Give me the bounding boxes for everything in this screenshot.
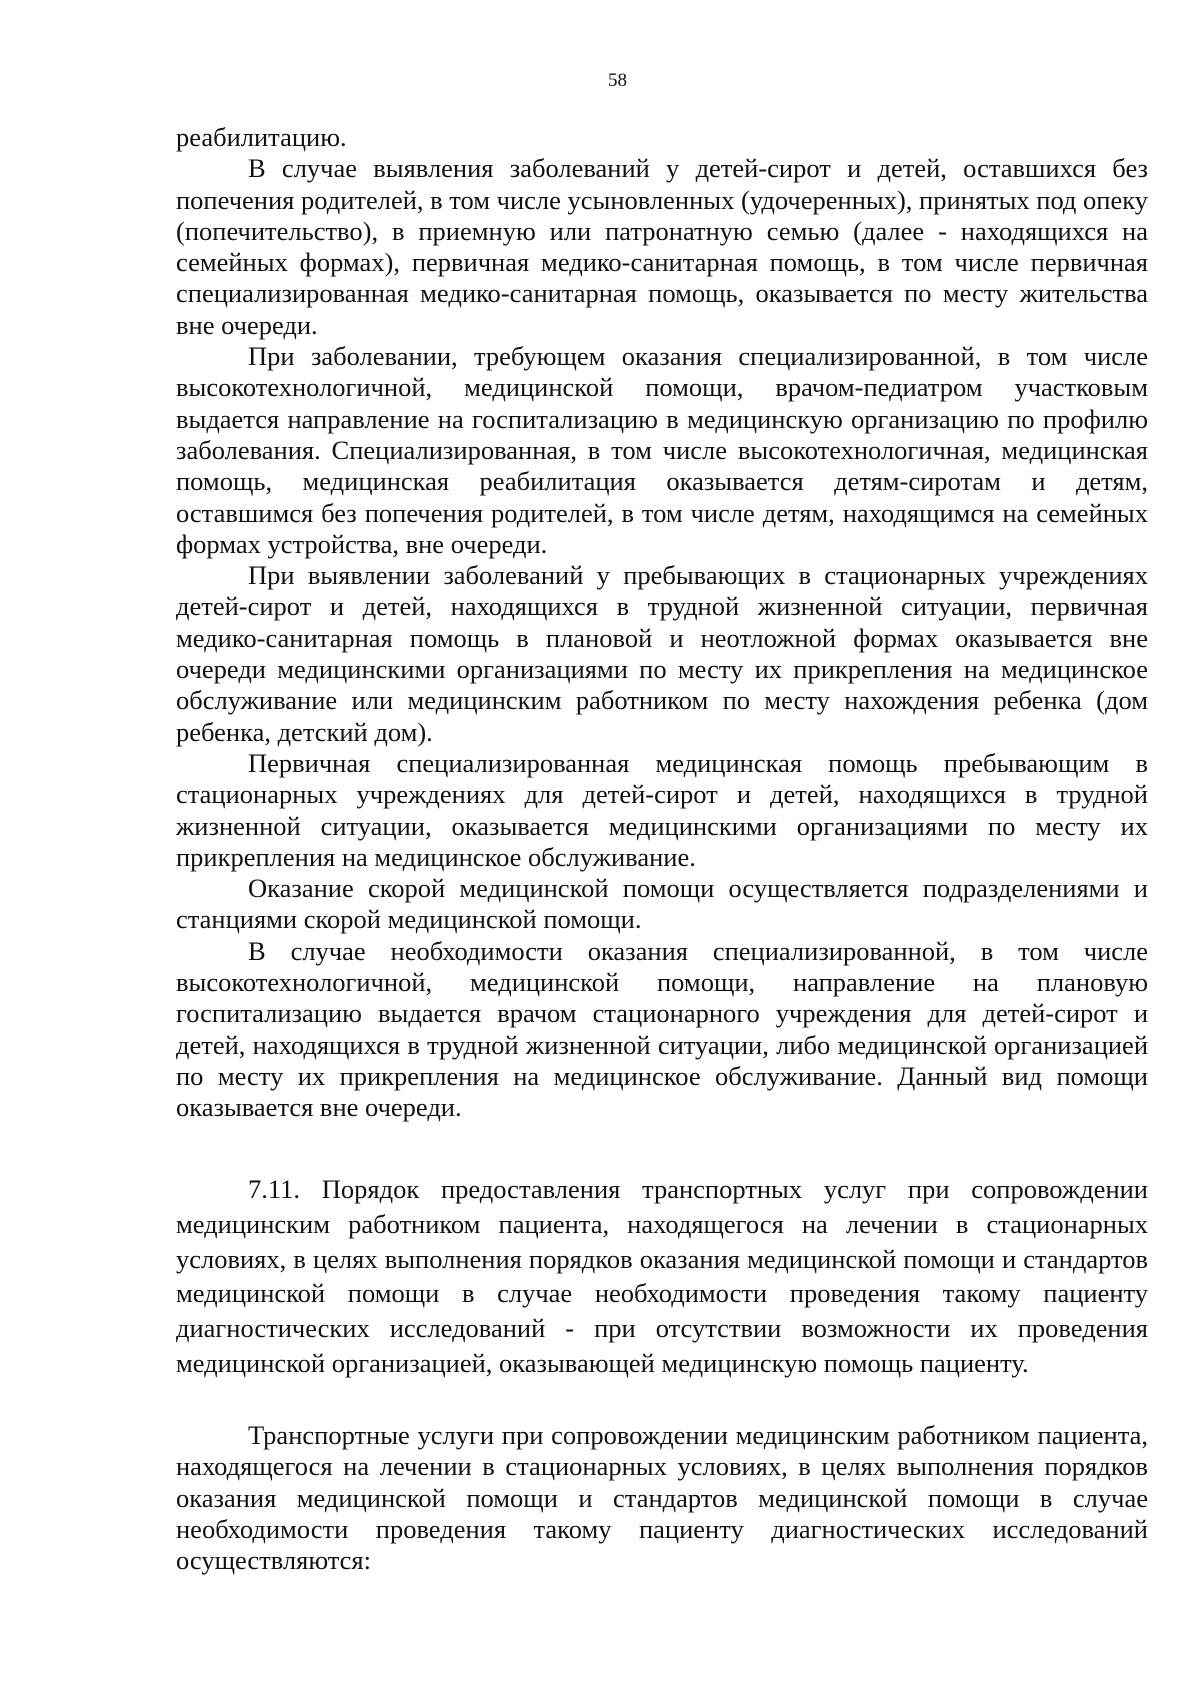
paragraph-institution-children: При выявлении заболеваний у пребывающих в стационарных учреждениях детей-сирот и детей, находящихся в трудной жизненной ситуации, первичная медико-санитарная помощь в плановой и неотложной формах оказывается вне очереди медицинскими организациями по месту их прикрепления на медицинское обслуживание или медицинским работником по месту нахождения ребенка (дом ребенка, детский дом). — [176, 560, 1148, 747]
paragraph-transport-services: Транспортные услуги при сопровождении медицинским работником пациента, находящегося на лечении в стационарных условиях, в целях выполнения порядков оказания медицинской помощи и стандартов медицинской помощи в случае необходимости проведения такому пациенту диагностических исследований осуществляются: — [176, 1420, 1148, 1576]
paragraph-emergency-care: Оказание скорой медицинской помощи осуществляется подразделениями и станциями скорой медицинской помощи. — [176, 873, 1148, 935]
page-number: 58 — [608, 70, 627, 91]
transport-services-block — [176, 1420, 1148, 1576]
paragraph-orphans-family-care: В случае выявления заболеваний у детей-сирот и детей, оставшихся без попечения родителей, в том числе усыновленных (удочеренных), принятых под опеку (попечительство), в приемную или патронатную семью (далее - находящихся на семейных формах), первичная медико-санитарная помощь, в том числе первичная специализированная медико-санитарная помощь, оказывается по месту жительства вне очереди. — [176, 153, 1148, 340]
paragraph-specialized-referral: При заболевании, требующем оказания специализированной, в том числе высокотехнологичной, медицинской помощи, врачом-педиатром участковым выдается направление на госпитализацию в медицинскую организацию по профилю заболевания. Специализированная, в том числе высокотехнологичная, медицинская помощь, медицинская реабилитация оказывается детям-сиротам и детям, оставшимся без попечения родителей, в том числе детям, находящимся на семейных формах устройства, вне очереди. — [176, 341, 1148, 559]
section-7-11-heading-paragraph: 7.11. Порядок предоставления транспортных услуг при сопровождении медицинским работником пациента, находящегося на лечении в стационарных условиях, в целях выполнения порядков оказания медицинской помощи и стандартов медицинской помощи в случае необходимости проведения такому пациенту диагностических исследований - при отсутствии возможности их проведения медицинской организацией, оказывающей медицинскую помощь пациенту. — [176, 1174, 1148, 1378]
main-text-block — [176, 122, 1148, 1124]
paragraph-planned-hospitalization: В случае необходимости оказания специализированной, в том числе высокотехнологичной, медицинской помощи, направление на плановую госпитализацию выдается врачом стационарного учреждения для детей-сирот и детей, находящихся в трудной жизненной ситуации, либо медицинской организацией по месту их прикрепления на медицинское обслуживание. Данный вид помощи оказывается вне очереди. — [176, 935, 1148, 1123]
paragraph-primary-specialized: Первичная специализированная медицинская помощь пребывающим в стационарных учреждениях для детей-сирот и детей, находящихся в трудной жизненной ситуации, оказывается медицинскими организациями по месту их прикрепления на медицинское обслуживание. — [176, 747, 1148, 872]
section-7-11 — [176, 1172, 1148, 1381]
paragraph-continuation: реабилитацию. — [176, 122, 347, 152]
